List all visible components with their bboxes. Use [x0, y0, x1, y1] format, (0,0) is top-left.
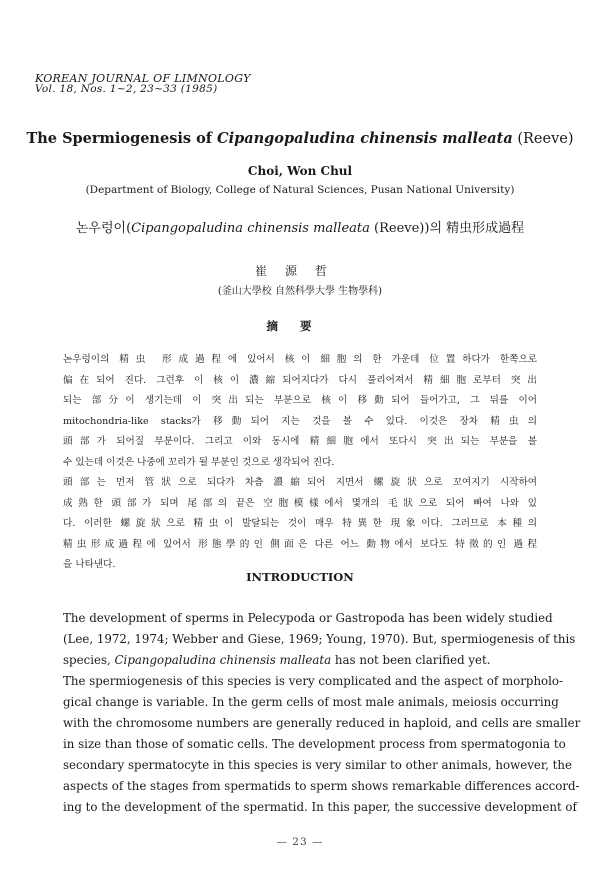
abstract-line: 頭部가 되어질 부분이다. 그리고 이와 동시에 精細胞에서 또다시 突出되는 부분을 볼 [63, 436, 537, 447]
body-line: (Lee, 1972, 1974; Webber and Giese, 1969; Young, 1970). But, spermiogenesis of this [63, 632, 576, 646]
body-line: species, Cipangopaludina chinensis malleata has not been clarified yet. [63, 653, 491, 667]
paper-title [20, 130, 580, 147]
introduction-body [63, 608, 581, 818]
journal-header [35, 73, 251, 95]
korean-author: 崔源哲 [254, 264, 345, 278]
korean-affiliation: (釜山大學校 自然科學大學 生物學科) [217, 286, 383, 297]
journal-volume: Vol. 18, Nos. 1~2, 23~33 (1985) [35, 83, 218, 95]
abstract-line: 수 있는데 이것은 나중에 꼬리가 될 부분인 것으로 생각되어 진다. [63, 456, 335, 468]
title-suffix: (Reeve) [512, 131, 574, 147]
korean-title [0, 217, 600, 236]
korean-title-species: Cipangopaludina chinensis malleata [131, 221, 370, 236]
body-line: ing to the development of the spermatid. In this paper, the successive development of [63, 800, 577, 814]
abstract-line: 成熟한 頭部가 되며 尾部의 끝은 空胞模樣에서 몇개의 毛狀으로 되어 빠여 나와 있 [63, 497, 537, 509]
abstract-line: 되는 部分이 생기는데 이 突出되는 부분으로 核이 移動되어 들어가고, 그 뒤를 이어 [63, 395, 537, 406]
introduction-heading: INTRODUCTION [246, 570, 354, 584]
abstract-line: 精虫形成過程에 있어서 形態學的인 側面은 다른 어느 動物에서 보다도 特徵的인 過程 [63, 538, 537, 550]
author-affiliation: (Department of Biology, College of Natural Sciences, Pusan National University) [85, 184, 515, 196]
title-prefix: The Spermiogenesis of [26, 130, 218, 147]
body-line: The spermiogenesis of this species is very complicated and the aspect of morpholo- [63, 674, 564, 688]
body-line: The development of sperms in Pelecypoda or Gastropoda has been widely studied [63, 611, 553, 625]
abstract-line: mitochondria-like stacks가 移動되어 지는 것을 볼 수 있다. 이것은 장차 精虫의 [63, 415, 537, 427]
body-line: aspects of the stages from spermatids to sperm shows remarkable differences accord- [63, 779, 580, 793]
body-line: secondary spermatocyte in this species is very similar to other animals, however, the [63, 758, 572, 772]
body-line: gical change is variable. In the germ cells of most male animals, meiosis occurring [63, 695, 559, 709]
title-species: Cipangopaludina chinensis malleata [217, 130, 513, 147]
abstract-heading: 摘要 [266, 319, 334, 333]
journal-name: KOREAN JOURNAL OF LIMNOLOGY [35, 72, 251, 85]
author-name: Choi, Won Chul [247, 164, 353, 178]
abstract-line: 을 나타낸다. [63, 559, 116, 570]
korean-title-suffix: (Reeve))의 精虫形成過程 [369, 221, 525, 236]
species-name: Cipangopaludina chinensis malleata [114, 653, 332, 667]
abstract-line: 논우렁이의 精虫 形成過程에 있어서 核이 細胞의 한 가운데 位置하다가 한쪽으로 [63, 354, 537, 365]
abstract-body [63, 350, 537, 576]
body-line: in size than those of somatic cells. The development process from spermatogonia to [63, 737, 566, 751]
abstract-line: 다. 이러한 螺旋狀으로 精虫이 발달되는 것이 매우 特異한 現象이다. 그러므로 本種의 [63, 518, 537, 529]
abstract-line: 偏在되어 진다. 그런후 이 核이 濃縮되어지다가 다시 풀리어져서 精細胞로부터 突出 [63, 374, 537, 386]
page-number: — 23 — [276, 836, 324, 848]
korean-title-prefix: 논우렁이( [75, 221, 132, 236]
body-line: with the chromosome numbers are generally reduced in haploid, and cells are smaller [63, 716, 581, 730]
abstract-line: 頭部는 먼저 管狀으로 되다가 차츰 濃縮되어 지면서 螺旋狀으로 꼬여지기 시작하여 [63, 477, 537, 488]
